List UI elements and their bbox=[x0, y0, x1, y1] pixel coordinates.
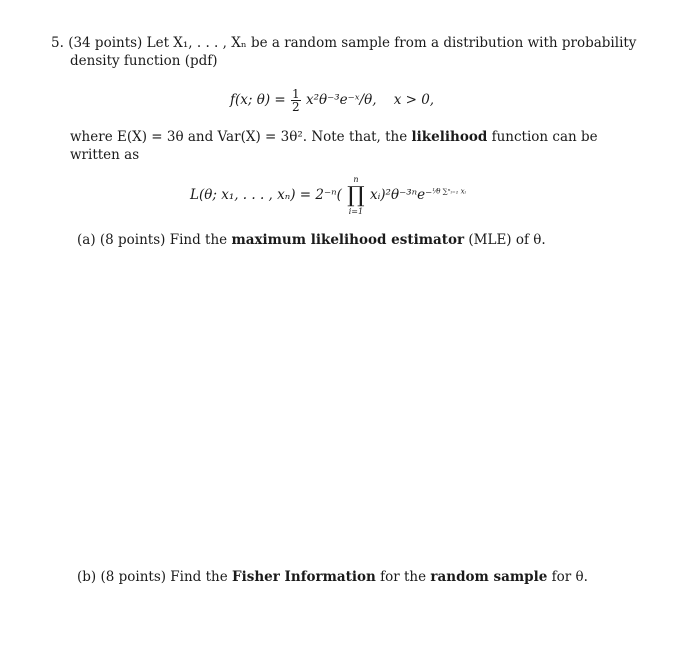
problem-intro-text: (34 points) Let X₁, . . . , Xₙ be a random sample from a distribution with probability bbox=[68, 35, 637, 51]
part-b-label: (b) (8 points) Find the bbox=[77, 569, 228, 585]
part-a-question bbox=[77, 232, 546, 248]
part-b-tail: for θ. bbox=[551, 569, 588, 585]
product-lower-limit: i=1 bbox=[348, 206, 364, 216]
product-symbol: ∏ bbox=[347, 182, 365, 208]
problem-number: 5. bbox=[51, 35, 64, 51]
moments-text-b: function can be bbox=[491, 129, 598, 145]
problem-intro-line2: density function (pdf) bbox=[70, 53, 218, 69]
part-a-label: (a) (8 points) Find the bbox=[77, 232, 228, 248]
moments-line bbox=[70, 129, 598, 145]
likelihood-lhs: L(θ; x₁, . . . , xₙ) = 2⁻ⁿ( bbox=[190, 187, 342, 203]
pdf-fraction bbox=[291, 88, 301, 113]
likelihood-equation bbox=[190, 172, 466, 218]
part-a-tail: (MLE) of θ. bbox=[468, 232, 546, 248]
part-a-bold: maximum likelihood estimator bbox=[231, 232, 465, 248]
product-upper-limit: n bbox=[353, 174, 359, 184]
pdf-lhs: f(x; θ) = bbox=[230, 92, 286, 108]
moments-text-a: where E(X) = 3θ and Var(X) = 3θ². Note that, the bbox=[70, 129, 408, 145]
product-operator bbox=[347, 175, 365, 217]
pdf-fraction-denominator: 2 bbox=[292, 100, 300, 114]
pdf-condition: x > 0, bbox=[393, 92, 435, 108]
likelihood-rhs: xᵢ)²θ⁻³ⁿe⁻ bbox=[369, 187, 433, 203]
problem-intro-line1 bbox=[51, 35, 636, 51]
likelihood-exponent-tail: ¹⁄θ ∑ⁿᵢ₌₁ xᵢ bbox=[432, 187, 466, 196]
pdf-fraction-numerator: 1 bbox=[292, 87, 300, 101]
part-b-mid: for the bbox=[380, 569, 427, 585]
pdf-equation bbox=[230, 86, 434, 114]
part-b-bold-fisher: Fisher Information bbox=[232, 569, 376, 585]
written-as-line: written as bbox=[70, 147, 140, 163]
part-b-bold-sample: random sample bbox=[430, 569, 548, 585]
likelihood-term: likelihood bbox=[411, 129, 488, 145]
part-b-question bbox=[77, 569, 588, 585]
pdf-rhs: x²θ⁻³e⁻ˣ/θ, bbox=[305, 92, 377, 108]
